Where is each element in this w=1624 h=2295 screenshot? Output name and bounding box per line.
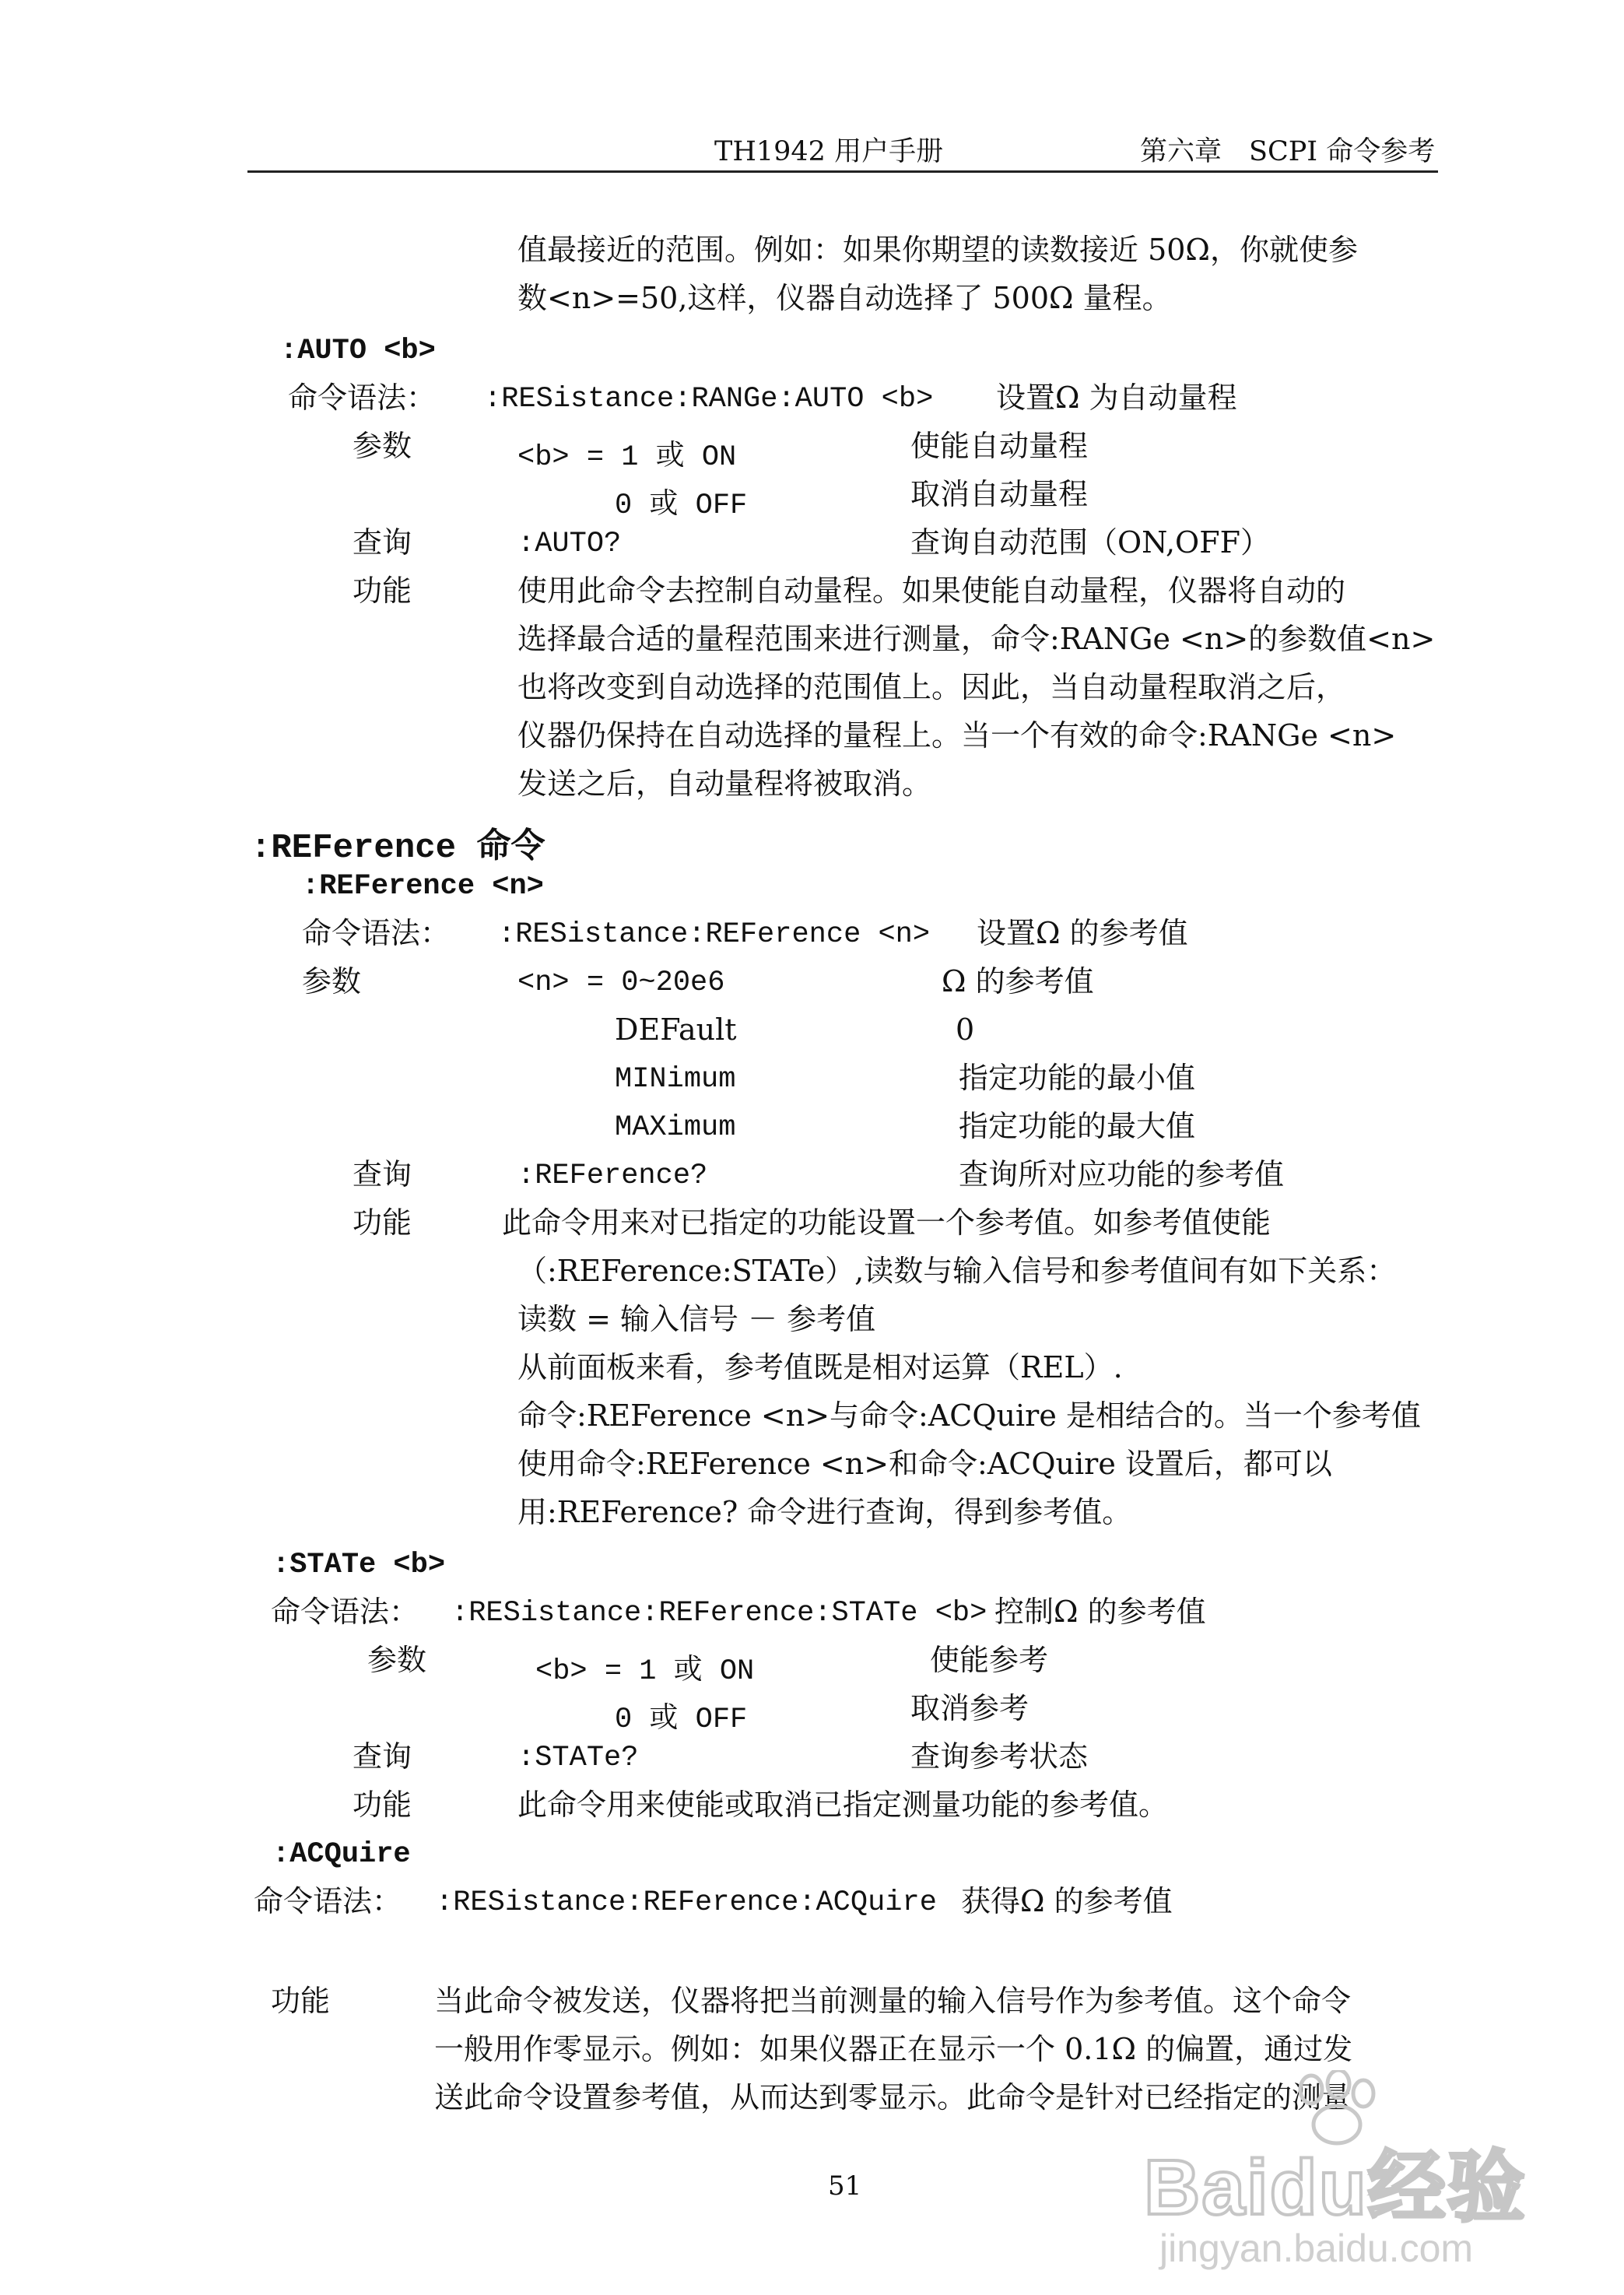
intro-line: 数<n>=50,这样，仪器自动选择了 500Ω 量程。 <box>517 281 1172 315</box>
reference-syntax-label: 命令语法： <box>302 916 451 950</box>
reference-func-line: 命令:REFerence <n>与命令:ACQuire 是相结合的。当一个参考值 <box>517 1398 1421 1433</box>
header-left: TH1942 用户手册 <box>714 136 944 167</box>
acquire-syntax-label: 命令语法： <box>254 1884 402 1918</box>
reference-query: :REFerence? <box>517 1160 708 1192</box>
reference-query-desc: 查询所对应功能的参考值 <box>959 1157 1285 1191</box>
state-syntax-label: 命令语法： <box>271 1595 419 1629</box>
reference-param4-desc: 指定功能的最大值 <box>959 1109 1196 1143</box>
acquire-func-line: 送此命令设置参考值，从而达到零显示。此命令是针对已经指定的测量 <box>434 2080 1352 2114</box>
reference-syntax: :RESistance:REFerence <n> <box>498 918 931 951</box>
acquire-heading: :ACQuire <box>272 1838 411 1871</box>
auto-func-line: 使用此命令去控制自动量程。如果使能自动量程，仪器将自动的 <box>517 574 1346 608</box>
state-func: 此命令用来使能或取消已指定测量功能的参考值。 <box>517 1788 1169 1822</box>
auto-param2-desc: 取消自动量程 <box>910 477 1089 511</box>
auto-param-label: 参数 <box>353 429 412 463</box>
reference-param1: <n> = 0~20e6 <box>517 967 725 999</box>
reference-param1-desc: Ω 的参考值 <box>942 964 1094 998</box>
state-query-desc: 查询参考状态 <box>910 1739 1089 1774</box>
auto-func-label: 功能 <box>353 574 412 608</box>
header-right: 第六章 SCPI 命令参考 <box>1140 136 1436 167</box>
auto-func-line: 也将改变到自动选择的范围值上。因此，当自动量程取消之后， <box>517 670 1346 704</box>
intro-line: 值最接近的范围。例如：如果你期望的读数接近 50Ω，你就使参 <box>517 233 1358 267</box>
acquire-syntax: :RESistance:REFerence:ACQuire <box>436 1886 937 1919</box>
watermark-url: jingyan.baidu.com <box>1159 2227 1474 2270</box>
auto-query-label: 查询 <box>353 525 412 560</box>
reference-func-line: 用:REFerence? 命令进行查询，得到参考值。 <box>517 1495 1132 1529</box>
reference-param3-desc: 指定功能的最小值 <box>959 1061 1196 1095</box>
auto-param2: 0 或 OFF <box>615 490 748 522</box>
state-query-label: 查询 <box>353 1739 412 1774</box>
state-query: :STATe? <box>517 1742 639 1774</box>
reference-heading: :REFerence <n> <box>302 870 544 903</box>
reference-param4: MAXimum <box>615 1111 736 1144</box>
intro-paragraph <box>517 226 1440 322</box>
auto-func-paragraph <box>517 567 1440 808</box>
state-func-label: 功能 <box>353 1788 412 1822</box>
state-param2-desc: 取消参考 <box>910 1691 1029 1725</box>
reference-syntax-desc: 设置Ω 的参考值 <box>977 916 1188 950</box>
auto-heading: :AUTO <b> <box>280 335 436 367</box>
auto-param1-desc: 使能自动量程 <box>910 429 1089 463</box>
auto-query: :AUTO? <box>517 528 622 560</box>
reference-func-label: 功能 <box>353 1205 412 1240</box>
reference-func-line: 此命令用来对已指定的功能设置一个参考值。如参考值使能 <box>502 1205 1271 1240</box>
state-param1: <b> = 1 或 ON <box>535 1655 755 1688</box>
reference-section-title: :REFerence 命令 <box>251 829 545 868</box>
auto-param1: <b> = 1 或 ON <box>517 441 737 474</box>
baidu-watermark <box>1144 2070 1549 2280</box>
reference-func-paragraph <box>502 1198 1440 1536</box>
state-param1-desc: 使能参考 <box>930 1643 1049 1677</box>
auto-func-line: 仪器仍保持在自动选择的量程上。当一个有效的命令:RANGe <n> <box>517 718 1397 753</box>
state-param-label: 参数 <box>367 1643 427 1677</box>
reference-func-line: 从前面板来看，参考值既是相对运算（REL）. <box>517 1350 1123 1384</box>
acquire-func-line: 一般用作零显示。例如：如果仪器正在显示一个 0.1Ω 的偏置，通过发 <box>434 2032 1353 2066</box>
acquire-syntax-desc: 获得Ω 的参考值 <box>961 1884 1173 1918</box>
state-param2: 0 或 OFF <box>615 1704 748 1736</box>
reference-func-line: 读数 = 输入信号 － 参考值 <box>517 1302 876 1336</box>
auto-func-line: 发送之后，自动量程将被取消。 <box>517 767 932 801</box>
auto-func-line: 选择最合适的量程范围来进行测量，命令:RANGe <n>的参数值<n> <box>517 622 1436 656</box>
auto-syntax-desc: 设置Ω 为自动量程 <box>996 381 1237 415</box>
page-number: 51 <box>828 2170 862 2202</box>
acquire-func-label: 功能 <box>271 1984 331 2018</box>
reference-func-line: （:REFerence:STATe）,读数与输入信号和参考值间有如下关系： <box>517 1254 1397 1288</box>
reference-query-label: 查询 <box>353 1157 412 1191</box>
reference-func-line: 使用命令:REFerence <n>和命令:ACQuire 设置后，都可以 <box>517 1447 1332 1481</box>
reference-param3: MINimum <box>615 1063 736 1096</box>
auto-query-desc: 查询自动范围（ON,OFF） <box>910 525 1270 560</box>
watermark-brand: Baidu经验 <box>1144 2144 1527 2231</box>
acquire-func-line: 当此命令被发送，仪器将把当前测量的输入信号作为参考值。这个命令 <box>434 1984 1352 2018</box>
state-syntax-desc: 控制Ω 的参考值 <box>994 1595 1206 1629</box>
auto-syntax-label: 命令语法： <box>288 381 437 415</box>
reference-param2-desc: 0 <box>956 1012 975 1047</box>
state-syntax: :RESistance:REFerence:STATe <b> <box>451 1597 987 1630</box>
reference-param-label: 参数 <box>302 964 362 998</box>
reference-param2: DEFault <box>615 1012 737 1047</box>
header-rule <box>247 170 1438 173</box>
auto-syntax: :RESistance:RANGe:AUTO <b> <box>484 383 934 416</box>
state-heading: :STATe <b> <box>272 1549 446 1581</box>
